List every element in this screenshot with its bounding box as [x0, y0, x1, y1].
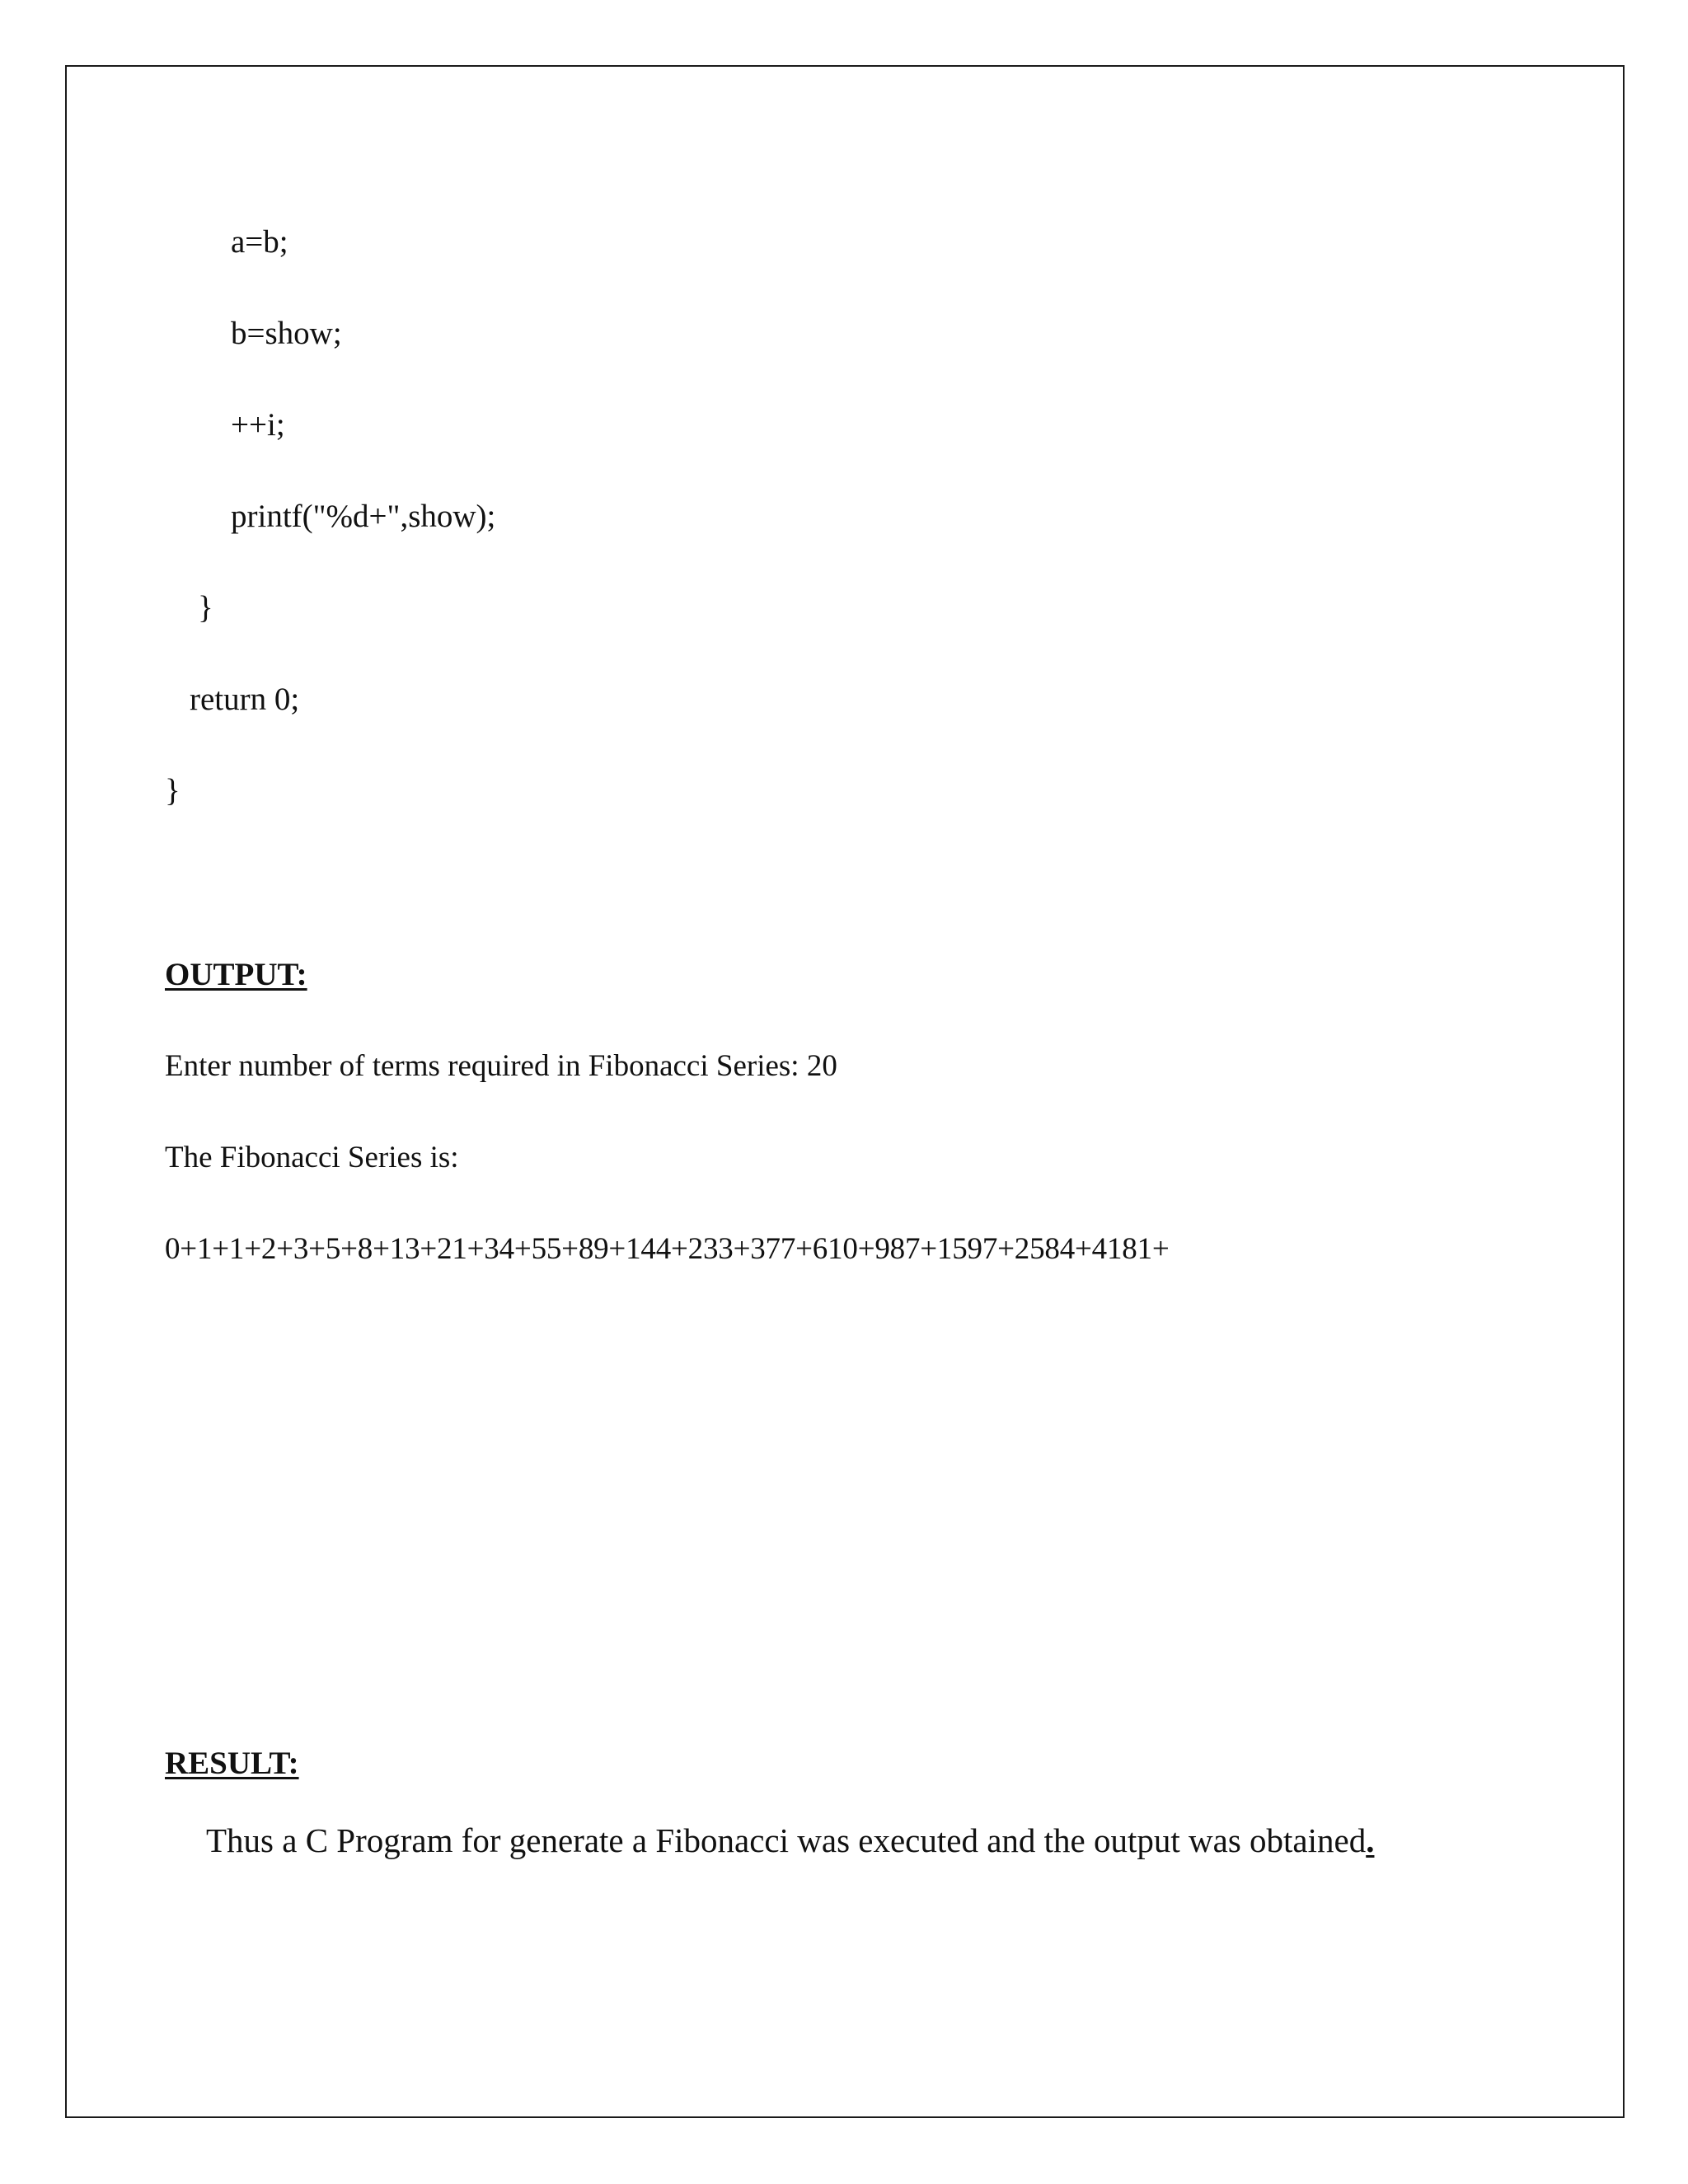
result-sentence: Thus a C Program for generate a Fibonacci was executed and the output was obtained: [206, 1821, 1367, 1859]
code-line-increment: ++i;: [231, 407, 285, 443]
code-line-close-main: }: [165, 773, 181, 808]
code-line-printf: printf("%d+",show);: [231, 499, 496, 534]
page-border: [65, 65, 1625, 2118]
result-end-mark: .: [1366, 1821, 1375, 1859]
code-line-assign-b: b=show;: [231, 316, 342, 351]
output-series-label: The Fibonacci Series is:: [165, 1141, 459, 1174]
code-line-close-loop: }: [198, 590, 213, 626]
result-heading: RESULT:: [165, 1746, 299, 1781]
code-line-assign-a: a=b;: [231, 224, 288, 260]
output-prompt-line: Enter number of terms required in Fibonacci Series: 20: [165, 1049, 837, 1083]
result-text: [206, 1821, 1375, 1859]
output-series-values: 0+1+1+2+3+5+8+13+21+34+55+89+144+233+377+610+987+1597+2584+4181+: [165, 1232, 1170, 1266]
output-heading: OUTPUT:: [165, 957, 307, 992]
code-line-return: return 0;: [190, 682, 300, 717]
